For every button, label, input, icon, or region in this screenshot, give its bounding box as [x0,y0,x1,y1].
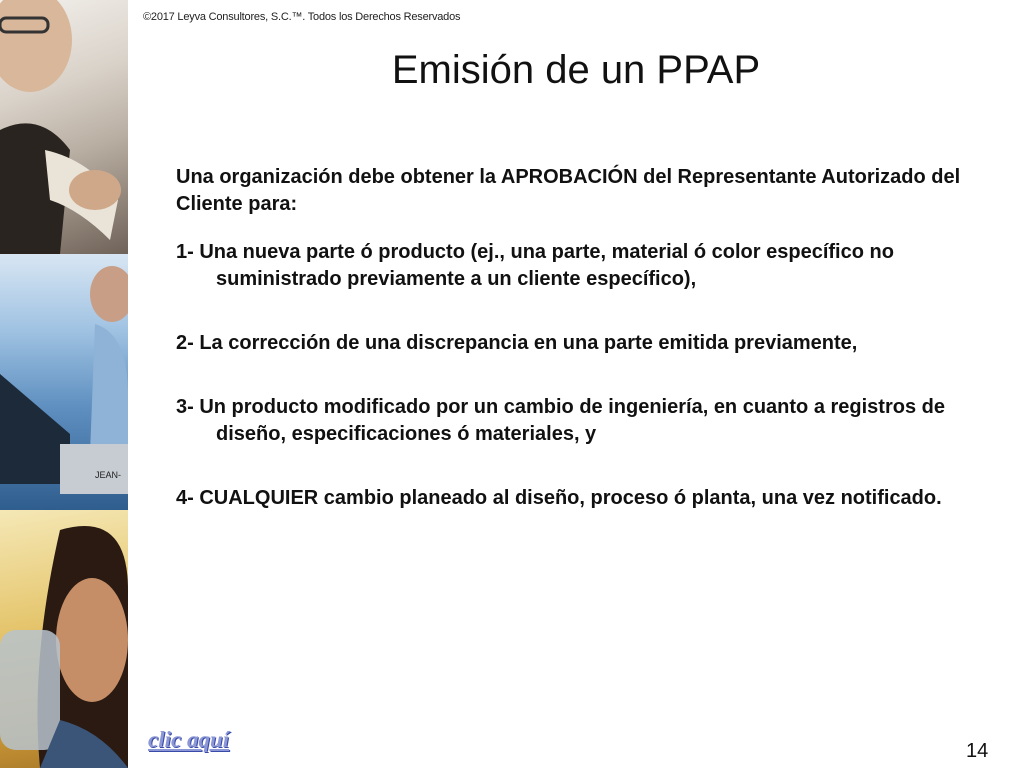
photo-man-reading [0,0,128,254]
laptop-label: JEAN- [95,470,122,480]
list-item: 1- Una nueva parte ó producto (ej., una parte, material ó color específico no suministrado previamente a un cliente específico), [176,241,894,290]
list-item: 4- CUALQUIER cambio planeado al diseño, proceso ó planta, una vez notificado. [176,487,942,509]
photo-strip [0,0,128,768]
slide-title: Emisión de un PPAP [391,48,761,92]
list-item: 2- La corrección de una discrepancia en una parte emitida previamente, [176,332,858,354]
photo-man-phone [0,510,128,768]
intro-paragraph: Una organización debe obtener la APROBACIÓN del Representante Autorizado del Cliente para: [176,166,961,215]
clic-aqui-link[interactable]: clic aquí [148,727,230,752]
slide-body [176,164,1006,549]
slide-title-container [128,48,1024,93]
list-item: 3- Un producto modificado por un cambio de ingeniería, en cuanto a registros de diseño, especificaciones ó materiales, y [176,396,945,445]
copyright-notice: ©2017 Leyva Consultores, S.C.™. Todos los Derechos Reservados [143,11,461,23]
photo-laptop [0,254,128,510]
page-number: 14 [966,740,989,762]
